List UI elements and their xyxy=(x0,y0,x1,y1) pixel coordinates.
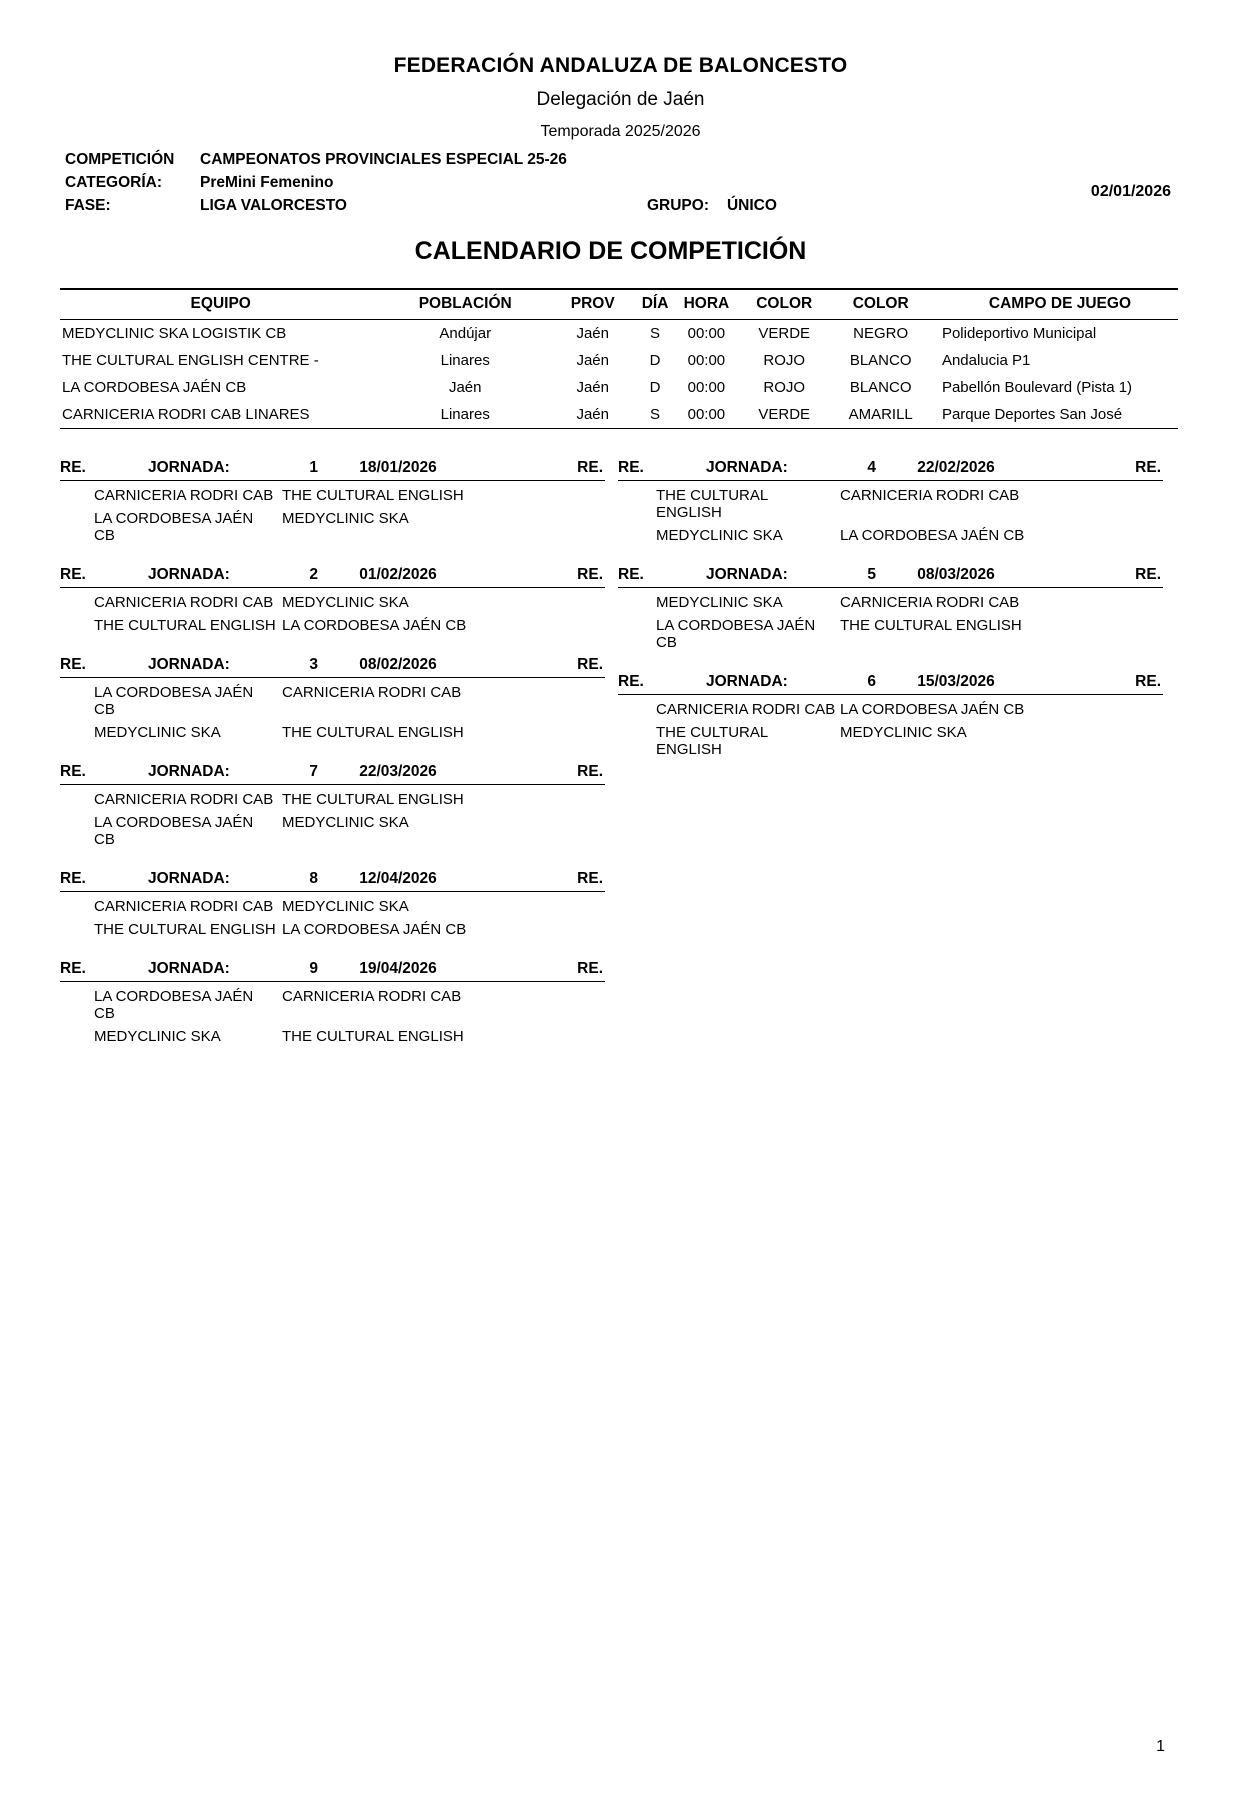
jornada-block xyxy=(60,870,605,938)
match-away-team: MEDYCLINIC SKA xyxy=(282,510,409,527)
jornada-label: JORNADA: xyxy=(148,656,230,673)
re-label-right: RE. xyxy=(577,870,603,887)
match-away-team: MEDYCLINIC SKA xyxy=(282,898,409,915)
re-label-right: RE. xyxy=(577,459,603,476)
table-row xyxy=(60,374,1178,401)
column-header-equipo: EQUIPO xyxy=(60,289,379,320)
match-home-team: THE CULTURAL ENGLISH xyxy=(656,724,768,758)
jornadas-column-left xyxy=(60,459,605,1067)
match-home-team: CARNICERIA RODRI CAB xyxy=(656,701,836,718)
cell-campo: Polideportivo Municipal xyxy=(941,325,1097,342)
grupo-value: ÚNICO xyxy=(726,197,777,214)
match-row xyxy=(60,982,605,1022)
cell-prov: Jaén xyxy=(576,325,609,342)
table-row xyxy=(60,320,1178,348)
match-row xyxy=(618,695,1163,718)
jornada-label: JORNADA: xyxy=(148,566,230,583)
jornada-block xyxy=(60,960,605,1045)
competicion-value: CAMPEONATOS PROVINCIALES ESPECIAL 25-26 xyxy=(200,151,567,168)
jornada-label: JORNADA: xyxy=(706,459,788,476)
match-home-team: CARNICERIA RODRI CAB xyxy=(94,487,274,504)
jornada-number: 7 xyxy=(309,763,318,780)
re-label-right: RE. xyxy=(1135,459,1161,476)
match-home-team: MEDYCLINIC SKA xyxy=(656,527,783,544)
match-row xyxy=(618,481,1163,521)
jornada-number: 4 xyxy=(867,459,876,476)
match-row xyxy=(618,588,1163,611)
match-home-team: LA CORDOBESA JAÉN CB xyxy=(94,988,254,1022)
re-label-left: RE. xyxy=(60,960,86,977)
jornada-date: 08/02/2026 xyxy=(359,656,437,673)
federation-title: FEDERACIÓN ANDALUZA DE BALONCESTO xyxy=(393,54,848,77)
match-home-team: LA CORDOBESA JAÉN CB xyxy=(94,510,254,544)
match-row xyxy=(60,915,605,938)
match-home-team: CARNICERIA RODRI CAB xyxy=(94,898,274,915)
jornada-date: 15/03/2026 xyxy=(917,673,995,690)
match-home-team: THE CULTURAL ENGLISH xyxy=(94,921,276,938)
jornada-header xyxy=(60,960,605,982)
match-row xyxy=(60,678,605,718)
match-away-team: MEDYCLINIC SKA xyxy=(282,594,409,611)
categoria-value: PreMini Femenino xyxy=(200,174,334,191)
match-home-team: MEDYCLINIC SKA xyxy=(94,724,221,741)
jornada-label: JORNADA: xyxy=(148,870,230,887)
re-label-left: RE. xyxy=(60,763,86,780)
match-away-team: CARNICERIA RODRI CAB xyxy=(282,684,462,701)
competition-meta xyxy=(65,151,1241,215)
match-home-team: THE CULTURAL ENGLISH xyxy=(94,617,276,634)
meta-row-categoria xyxy=(65,174,1241,192)
cell-poblacion: Linares xyxy=(440,352,490,369)
match-row xyxy=(60,611,605,634)
match-away-team: CARNICERIA RODRI CAB xyxy=(282,988,462,1005)
jornada-date: 01/02/2026 xyxy=(359,566,437,583)
match-away-team: CARNICERIA RODRI CAB xyxy=(840,594,1020,611)
jornada-date: 19/04/2026 xyxy=(359,960,437,977)
cell-campo: Parque Deportes San José xyxy=(930,401,1178,429)
match-away-team: LA CORDOBESA JAÉN CB xyxy=(282,921,467,938)
cell-prov: Jaén xyxy=(551,401,634,429)
match-away-team: THE CULTURAL ENGLISH xyxy=(282,724,464,741)
jornada-block xyxy=(60,459,605,544)
match-home-team: LA CORDOBESA JAÉN CB xyxy=(94,684,254,718)
jornada-block xyxy=(618,566,1163,651)
jornada-date: 22/03/2026 xyxy=(359,763,437,780)
re-label-right: RE. xyxy=(1135,566,1161,583)
cell-hora: 00:00 xyxy=(687,325,726,342)
match-row xyxy=(618,521,1163,544)
jornada-block xyxy=(60,656,605,741)
column-header-color1: COLOR xyxy=(737,289,831,320)
table-row xyxy=(60,401,1178,429)
match-home-team: LA CORDOBESA JAÉN CB xyxy=(656,617,816,651)
cell-prov: Jaén xyxy=(576,379,609,396)
jornada-header xyxy=(60,459,605,481)
meta-row-competicion xyxy=(65,151,1241,169)
cell-color2: BLANCO xyxy=(849,379,912,396)
match-away-team: THE CULTURAL ENGLISH xyxy=(282,487,464,504)
match-home-team: THE CULTURAL ENGLISH xyxy=(656,487,768,521)
re-label-left: RE. xyxy=(60,870,86,887)
table-row xyxy=(60,347,1178,374)
meta-row-fase xyxy=(65,197,1241,215)
cell-equipo: MEDYCLINIC SKA LOGISTIK CB xyxy=(62,325,287,342)
jornada-number: 1 xyxy=(309,459,318,476)
jornada-label: JORNADA: xyxy=(148,459,230,476)
match-home-team: CARNICERIA RODRI CAB xyxy=(94,791,274,808)
match-away-team: THE CULTURAL ENGLISH xyxy=(282,1028,464,1045)
cell-dia: D xyxy=(649,379,661,396)
match-away-team: LA CORDOBESA JAÉN CB xyxy=(282,617,467,634)
column-header-color2: COLOR xyxy=(831,289,930,320)
match-row xyxy=(60,718,605,741)
cell-campo: Pabellón Boulevard (Pista 1) xyxy=(941,379,1133,396)
cell-equipo: LA CORDOBESA JAÉN CB xyxy=(62,379,247,396)
jornada-label: JORNADA: xyxy=(706,673,788,690)
jornada-header xyxy=(60,763,605,785)
jornada-block xyxy=(618,459,1163,544)
fase-value: LIGA VALORCESTO xyxy=(200,197,347,214)
page-number: 1 xyxy=(1156,1738,1165,1755)
match-home-team: MEDYCLINIC SKA xyxy=(94,1028,221,1045)
jornada-header xyxy=(60,870,605,892)
cell-prov: Jaén xyxy=(576,352,609,369)
re-label-right: RE. xyxy=(577,960,603,977)
cell-poblacion: Andújar xyxy=(439,325,492,342)
re-label-right: RE. xyxy=(577,763,603,780)
match-away-team: MEDYCLINIC SKA xyxy=(282,814,409,831)
re-label-left: RE. xyxy=(618,566,644,583)
match-row xyxy=(618,611,1163,651)
cell-color2: AMARILL xyxy=(831,401,930,429)
cell-equipo: CARNICERIA RODRI CAB LINARES xyxy=(60,401,379,429)
grupo-label: GRUPO: xyxy=(646,197,709,214)
match-away-team: CARNICERIA RODRI CAB xyxy=(840,487,1020,504)
match-row xyxy=(60,504,605,544)
cell-color2: NEGRO xyxy=(853,325,909,342)
match-row xyxy=(618,718,1163,758)
column-header-hora: HORA xyxy=(676,289,737,320)
teams-table xyxy=(60,288,1178,429)
match-away-team: LA CORDOBESA JAÉN CB xyxy=(840,527,1025,544)
match-away-team: MEDYCLINIC SKA xyxy=(840,724,967,741)
re-label-right: RE. xyxy=(577,566,603,583)
match-away-team: LA CORDOBESA JAÉN CB xyxy=(840,701,1025,718)
match-home-team: CARNICERIA RODRI CAB xyxy=(94,594,274,611)
match-row xyxy=(60,892,605,915)
re-label-left: RE. xyxy=(60,459,86,476)
cell-dia: D xyxy=(649,352,661,369)
cell-color2: BLANCO xyxy=(849,352,912,369)
column-header-campo: CAMPO DE JUEGO xyxy=(930,289,1178,320)
jornada-label: JORNADA: xyxy=(148,763,230,780)
cell-dia: S xyxy=(650,325,661,342)
jornada-date: 08/03/2026 xyxy=(917,566,995,583)
match-away-team: THE CULTURAL ENGLISH xyxy=(282,791,464,808)
re-label-right: RE. xyxy=(1135,673,1161,690)
jornada-number: 6 xyxy=(867,673,876,690)
document-date: 02/01/2026 xyxy=(1090,183,1171,200)
match-row xyxy=(60,785,605,808)
cell-color1: ROJO xyxy=(763,379,806,396)
season-label: Temporada 2025/2026 xyxy=(540,123,701,140)
column-header-dia: DÍA xyxy=(634,289,675,320)
cell-color1: VERDE xyxy=(737,401,831,429)
match-row xyxy=(60,481,605,504)
jornada-header xyxy=(60,656,605,678)
jornada-date: 22/02/2026 xyxy=(917,459,995,476)
cell-color1: ROJO xyxy=(763,352,806,369)
column-header-prov: PROV xyxy=(551,289,634,320)
re-label-left: RE. xyxy=(618,459,644,476)
column-header-poblacion: POBLACIÓN xyxy=(379,289,551,320)
match-row xyxy=(60,588,605,611)
match-home-team: MEDYCLINIC SKA xyxy=(656,594,783,611)
jornada-label: JORNADA: xyxy=(148,960,230,977)
cell-campo: Andalucia P1 xyxy=(941,352,1031,369)
match-row xyxy=(60,808,605,848)
re-label-right: RE. xyxy=(577,656,603,673)
jornada-number: 9 xyxy=(309,960,318,977)
cell-poblacion: Linares xyxy=(379,401,551,429)
jornada-number: 5 xyxy=(867,566,876,583)
categoria-label: CATEGORÍA: xyxy=(65,174,163,191)
page-title: CALENDARIO DE COMPETICIÓN xyxy=(414,237,807,265)
jornada-header xyxy=(618,566,1163,588)
cell-hora: 00:00 xyxy=(676,401,737,429)
cell-color1: VERDE xyxy=(758,325,811,342)
document-page xyxy=(0,54,1241,1808)
jornada-number: 3 xyxy=(309,656,318,673)
fase-label: FASE: xyxy=(65,197,111,214)
match-away-team: THE CULTURAL ENGLISH xyxy=(840,617,1022,634)
jornada-block xyxy=(60,566,605,634)
jornada-header xyxy=(618,673,1163,695)
jornada-date: 18/01/2026 xyxy=(359,459,437,476)
cell-hora: 00:00 xyxy=(687,379,726,396)
jornada-date: 12/04/2026 xyxy=(359,870,437,887)
competicion-label: COMPETICIÓN xyxy=(65,151,175,168)
jornadas-column-right xyxy=(618,459,1163,780)
re-label-left: RE. xyxy=(60,566,86,583)
re-label-left: RE. xyxy=(618,673,644,690)
jornada-label: JORNADA: xyxy=(706,566,788,583)
jornada-block xyxy=(60,763,605,848)
cell-hora: 00:00 xyxy=(687,352,726,369)
jornada-block xyxy=(618,673,1163,758)
jornada-header xyxy=(618,459,1163,481)
cell-poblacion: Jaén xyxy=(448,379,482,396)
jornada-number: 2 xyxy=(309,566,318,583)
jornada-header xyxy=(60,566,605,588)
cell-equipo: THE CULTURAL ENGLISH CENTRE - xyxy=(62,352,319,369)
teams-table-header-row xyxy=(60,289,1178,320)
cell-dia: S xyxy=(634,401,675,429)
match-home-team: LA CORDOBESA JAÉN CB xyxy=(94,814,254,848)
delegation-subtitle: Delegación de Jaén xyxy=(536,89,705,110)
re-label-left: RE. xyxy=(60,656,86,673)
match-row xyxy=(60,1022,605,1045)
jornada-number: 8 xyxy=(309,870,318,887)
